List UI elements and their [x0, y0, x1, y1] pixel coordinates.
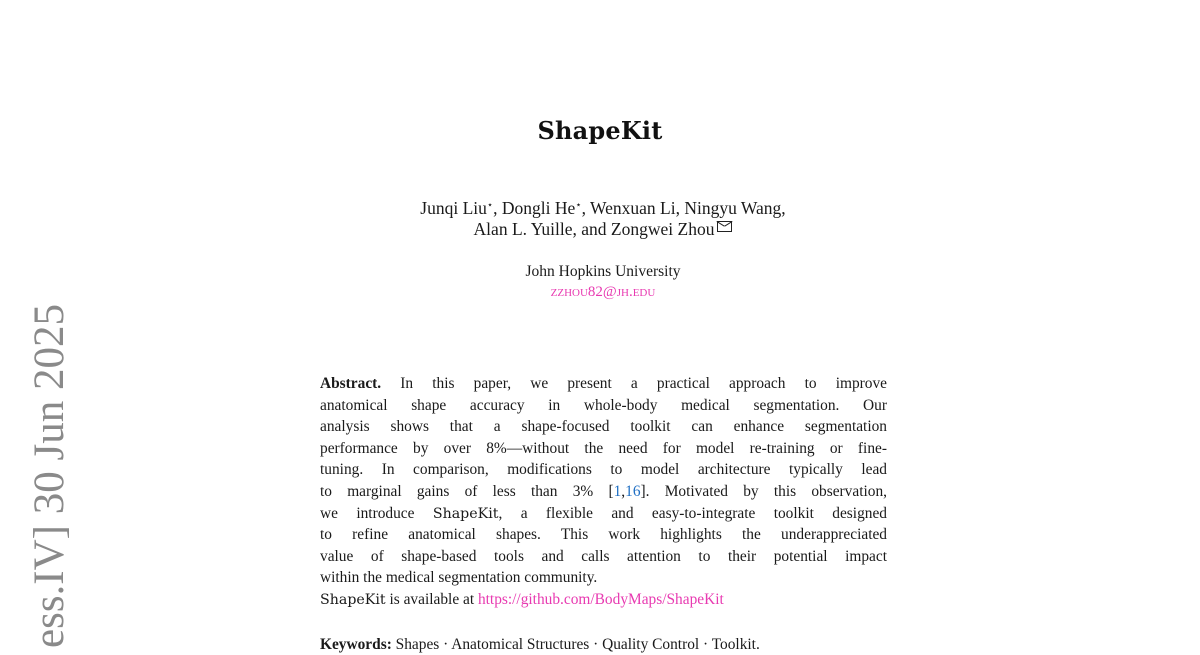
email-link[interactable]: zzhou82@jh.edu: [550, 284, 656, 300]
github-link[interactable]: https://github.com/BodyMaps/ShapeKit: [477, 590, 724, 608]
envelope-icon: [717, 221, 732, 232]
abstract-line: performance by over 8%—without the need for model re-training or fine-: [320, 439, 887, 457]
abstract-text: to marginal gains of less than 3% [: [320, 482, 614, 500]
keywords-label: Keywords:: [320, 636, 392, 653]
author-names-rest: , Wenxuan Li, Ningyu Wang,: [581, 198, 786, 218]
abstract-line: within the medical segmentation community.: [320, 569, 598, 587]
abstract-line: anatomical shape accuracy in whole-body medical segmentation. Our: [320, 396, 887, 414]
author-names: Alan L. Yuille, and Zongwei Zhou: [473, 219, 715, 239]
author-separator: ,: [493, 198, 502, 218]
availability-line: [320, 589, 887, 611]
abstract: [320, 373, 887, 611]
author-name: Junqi Liu: [420, 198, 487, 218]
abstract-text: we introduce: [320, 504, 433, 522]
toolkit-name: ShapeKit: [432, 505, 499, 522]
citation-link[interactable]: 16: [625, 482, 641, 500]
abstract-line: to refine anatomical shapes. This work highlights the underappreciated: [320, 526, 887, 544]
author-list: [0, 195, 1200, 240]
abstract-text: , a flexible and easy-to-integrate toolkit designed: [498, 504, 887, 522]
abstract-line: analysis shows that a shape-focused toolkit can enhance segmentation: [320, 418, 887, 436]
authors-line-2: [0, 219, 1200, 240]
paper-title: ShapeKit: [537, 116, 663, 145]
abstract-line: [320, 503, 887, 525]
toolkit-name: ShapeKit: [320, 591, 386, 608]
abstract-line: [320, 373, 887, 395]
author-name: Dongli He: [501, 198, 576, 218]
availability-text: is available at: [385, 590, 478, 608]
citation-separator: ,: [621, 482, 626, 500]
citation-link[interactable]: 1: [613, 482, 622, 500]
affiliation: John Hopkins University: [525, 263, 681, 280]
arxiv-side-stamp: ess.IV] 30 Jun 2025: [26, 304, 73, 648]
keywords-text: Shapes · Anatomical Structures · Quality Control · Toolkit.: [391, 636, 760, 653]
equal-contribution-mark: ⋆: [575, 200, 582, 211]
abstract-label: Abstract.: [320, 375, 382, 392]
affiliation-block: [0, 262, 1200, 302]
abstract-text: In this paper, we present a practical approach to improve: [381, 375, 887, 392]
authors-line-1: [0, 195, 1200, 219]
abstract-line: value of shape-based tools and calls attention to their potential impact: [320, 547, 887, 565]
keywords: [320, 634, 887, 655]
abstract-text: ]. Motivated by this observation,: [640, 482, 887, 500]
abstract-line: [320, 481, 887, 503]
abstract-line: tuning. In comparison, modifications to model architecture typically lead: [320, 461, 887, 479]
equal-contribution-mark: ⋆: [486, 200, 494, 211]
